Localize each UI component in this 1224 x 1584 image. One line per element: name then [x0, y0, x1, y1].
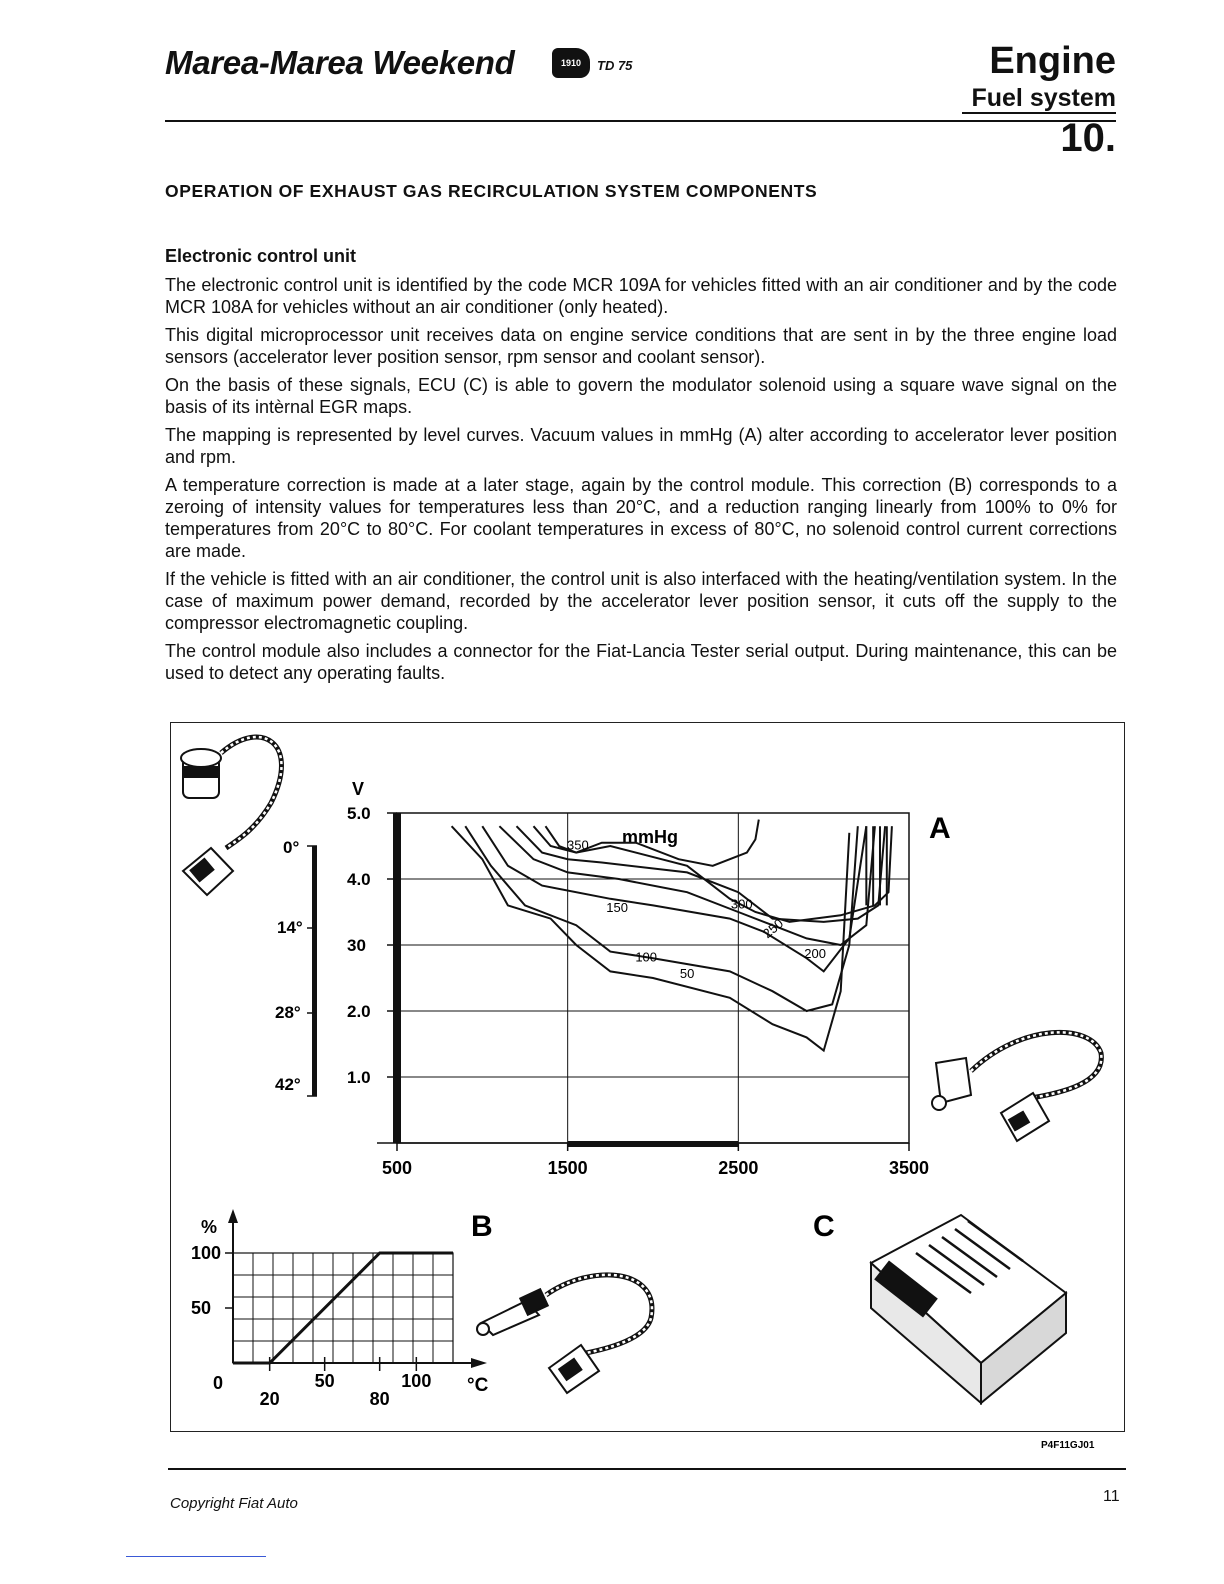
level-curve-200: [499, 826, 875, 945]
paragraph: The control module also includes a connector for the Fiat-Lancia Tester serial output. During maintenance, this can be used to detect any operating faults.: [165, 641, 1117, 683]
y-tick-label: 1.0: [347, 1068, 371, 1087]
angle-tick-14: 14°: [277, 918, 303, 937]
brand-logo-icon: 1910: [552, 48, 590, 78]
label-a: A: [929, 812, 951, 845]
figure-code: P4F11GJ01: [1041, 1440, 1095, 1451]
egr-map-chart: [347, 779, 929, 1178]
figure-svg: [171, 723, 1123, 1451]
curve-label-100: 100: [635, 949, 658, 965]
curve-label-50: 50: [679, 966, 695, 981]
copyright: Copyright Fiat Auto: [170, 1495, 298, 1512]
x-tick-label: 2500: [718, 1158, 759, 1178]
ecu-icon: [871, 1215, 1066, 1403]
subsection-name: Fuel system: [971, 84, 1116, 112]
angle-scale: [275, 838, 317, 1096]
label-c: C: [813, 1210, 835, 1243]
footer-rule: [168, 1468, 1126, 1470]
subsection-underline: [962, 112, 1116, 114]
document-title: Marea-Marea Weekend: [165, 44, 515, 81]
y-tick-label: 2.0: [347, 1002, 371, 1021]
margin-line: [126, 1556, 266, 1557]
paragraph: This digital microprocessor unit receives data on engine service conditions that are sent in by the three engine load sensors (accelerator lever position sensor, rpm sensor and coolant sensor).: [165, 325, 1117, 367]
y-tick-label: 4.0: [347, 870, 371, 889]
curve-label-200: 200: [804, 946, 826, 962]
b-x-tick-label: 100: [401, 1371, 432, 1391]
temperature-correction-chart: [191, 1209, 489, 1409]
paragraph: A temperature correction is made at a later stage, again by the control module. This correction (B) corresponds to a zeroing of intensity values for temperatures less than 20°C, and a reduction ranging linearly from 100% to 0% for temperatures from 20°C to 80°C. For coolant temperatures in excess of 80°C, no solenoid control current corrections are made.: [165, 475, 1117, 561]
b-x-axis-arrow: [471, 1358, 487, 1368]
paragraph: The electronic control unit is identified by the code MCR 109A for vehicles fitted with an air conditioner and by the code MCR 108A for vehicles without an air conditioner (only heated).: [165, 275, 1117, 317]
curve-label-150: 150: [606, 900, 629, 915]
x-axis-band: [568, 1141, 739, 1147]
curve-label-300: 300: [730, 896, 753, 912]
paragraph: If the vehicle is fitted with an air conditioner, the control unit is also interfaced with the heating/ventilation system. In the case of maximum power demand, recorded by the accelerator lever position sensor, it cuts off the supply to the compressor electromagnetic coupling.: [165, 569, 1117, 633]
figure-frame: [170, 722, 1125, 1451]
accelerator-position-sensor-icon: [181, 737, 281, 895]
x-tick-label: 500: [381, 1158, 413, 1178]
body-text: [165, 274, 1117, 690]
b-x-tick-label: 20: [259, 1389, 280, 1409]
x-tick-label: 3500: [888, 1158, 930, 1178]
rpm-sensor-icon: [932, 1032, 1101, 1141]
y-axis-bar: [393, 813, 401, 1143]
correction-curve: [233, 1253, 453, 1363]
b-plot-frame: [233, 1253, 453, 1363]
b-x-tick-label: 50: [314, 1371, 335, 1391]
b-y-tick-label: 0: [213, 1373, 224, 1393]
paragraph: On the basis of these signals, ECU (C) is able to govern the modulator solenoid using a square wave signal on the basis of its intèrnal EGR maps.: [165, 375, 1117, 417]
angle-tick-0: 0°: [283, 838, 300, 857]
y-axis-label: V: [352, 779, 365, 799]
b-y-axis-label: %: [201, 1217, 218, 1237]
x-tick-label: 1500: [547, 1158, 588, 1178]
level-curve-50: [452, 826, 850, 1050]
engine-model: TD 75: [597, 58, 633, 73]
angle-scale-bar: [312, 846, 317, 1096]
section-name: Engine: [989, 40, 1116, 82]
level-curve-100: [465, 826, 858, 1011]
b-y-tick-label: 100: [191, 1243, 222, 1263]
page-number: 11: [1103, 1488, 1120, 1505]
header-rule: [165, 120, 1116, 122]
chapter-number: 10.: [1060, 116, 1116, 160]
b-y-axis-arrow: [228, 1209, 238, 1223]
angle-tick-42: 42°: [275, 1075, 301, 1094]
angle-tick-28: 28°: [275, 1003, 301, 1022]
subheading: Electronic control unit: [165, 246, 357, 266]
b-y-tick-label: 50: [191, 1298, 212, 1318]
coolant-sensor-icon: [477, 1275, 652, 1393]
section-heading: OPERATION OF EXHAUST GAS RECIRCULATION SYSTEM COMPONENTS: [165, 181, 818, 201]
y-tick-label: 30: [347, 936, 366, 955]
curve-label-350: 350: [567, 837, 589, 853]
b-x-axis-label: °C: [467, 1375, 489, 1396]
chart-title: mmHg: [622, 827, 679, 847]
label-b: B: [471, 1210, 493, 1243]
b-x-tick-label: 80: [369, 1389, 390, 1409]
y-tick-label: 5.0: [347, 804, 371, 823]
paragraph: The mapping is represented by level curves. Vacuum values in mmHg (A) alter according to accelerator lever position and rpm.: [165, 425, 1117, 467]
curve-label-250: 250: [759, 915, 787, 942]
